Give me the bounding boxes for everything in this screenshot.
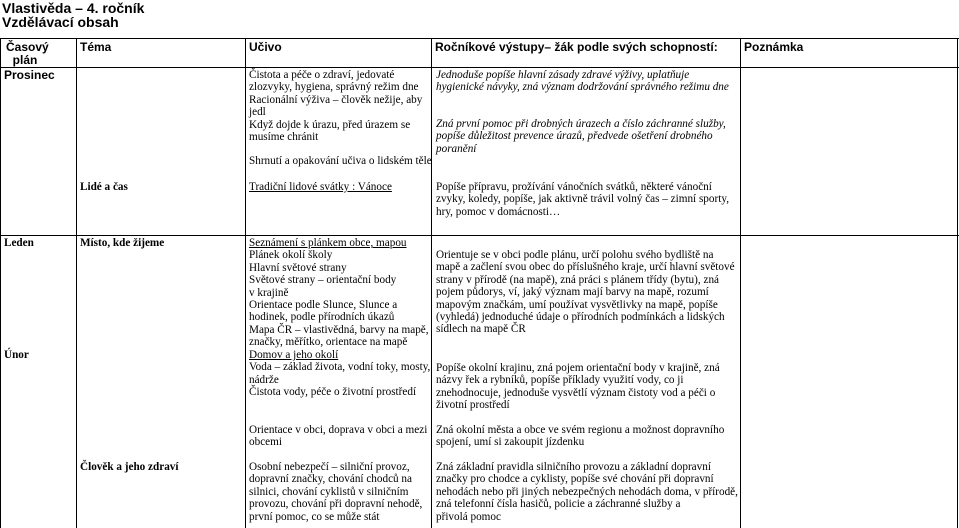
header-bottom-border <box>0 67 959 68</box>
ucivo-prosinec: Čistota a péče o zdraví, jedovaté zlozvyky, hygiena, správný režim dne Racionální výživa – člověk nežije, aby jedl Když dojde k úrazu, před úrazem se musíme chránit <box>249 69 423 144</box>
vystupy-vanoce: Popíše přípravu, prožívání vánočních svátků, některé vánoční zvyky, koledy, popíše, jak aktivně trávil volný čas – zimní sporty, hry, pomoc v domácnosti… <box>436 181 729 218</box>
ucivo-clovek: Osobní nebezpečí – silniční provoz, dopravní značky, chování chodců na silnici, chování cyklistů v silničním provozu, chování při dopravní nehodě, první pomoc, co se může stát <box>249 461 423 523</box>
document-subtitle: Vzdělávací obsah <box>2 14 119 30</box>
column-header-tema: Téma <box>80 40 112 54</box>
month-prosinec: Prosinec <box>4 68 55 82</box>
col-divider-plan <box>76 38 77 528</box>
tema-misto-kde-zijeme: Místo, kde žijeme <box>80 237 165 249</box>
table-left-border <box>0 38 1 528</box>
vystupy-unor-b: Zná okolní města a obce ve svém regionu a možnost dopravního spojení, umí si zakoupit jízdenku <box>436 424 725 449</box>
ucivo-unor: Domov a jeho okolí Voda – základ života, vodní toky, mosty, nádrže Čistota vody, péče o životní prostředí <box>249 349 431 399</box>
table-top-border <box>0 38 959 39</box>
table-right-border <box>957 38 958 528</box>
tema-clovek-a-jeho-zdravi: Člověk a jeho zdraví <box>80 461 179 473</box>
ucivo-unor-b: Orientace v obci, doprava v obci a mezi obcemi <box>249 424 428 449</box>
row-divider <box>0 235 959 236</box>
ucivo-summary: Shrnutí a opakování učiva o lidském těle <box>249 155 432 167</box>
vystupy-prosinec-a: Jednoduše popíše hlavní zásady zdravé výživy, uplatňuje hygienické návyky, zná význam dodržování správného režimu dne <box>436 69 729 94</box>
vystupy-leden: Orientuje se v obci podle plánu, určí polohu svého bydliště na mapě a začlení svou obec do příslušného kraje, určí hlavní světové strany v přírodě (na mapě), zná práci s plánem třídy (bytu), zná pojem půdorys, ví, jaký význam mají barvy na mapě, rozumí mapovým značkám, umí používat vysvětlivky na mapě, popíše (vyhledá) jednoduché údaje o přírodních podmínkách a lidských sídlech na mapě ČR <box>436 249 735 336</box>
column-header-poznamka: Poznámka <box>744 40 804 54</box>
ucivo-leden: Seznámení s plánkem obce, mapou Plánek okolí školy Hlavní světové strany Světové strany – orientační body v krajině Orientace podle Slunce, Slunce a hodinek, podle přírodních úkazů Mapa ČR – vlastivědná, barvy na mapě, značky, měřítko, orientace na mapě <box>249 237 429 349</box>
vystupy-unor: Popíše okolní krajinu, zná pojem orientační body v krajině, zná názvy řek a rybníků, popíše příklady využití vody, co ji znehodnocuje, jednoduše vysvětlí význam čistoty vod a péči o životní prostředí <box>436 362 720 412</box>
document-title: Vlastivěda – 4. ročník <box>2 0 145 16</box>
col-divider-ucivo <box>431 38 432 528</box>
vystupy-clovek: Zná základní pravidla silničního provozu a základní dopravní značky pro chodce a cyklisty, popíše své chování při dopravní nehodách nebo při jiných nebezpečných nehodách doma, v přírodě, zná telefonní čísla hasičů, policie a záchranné služby a přivolá pomoc <box>436 461 738 523</box>
column-header-ucivo: Učivo <box>249 40 282 54</box>
month-leden: Leden <box>4 237 34 249</box>
col-divider-vystupy <box>740 38 741 528</box>
vystupy-prosinec-b: Zná první pomoc při drobných úrazech a číslo záchranné služby, popíše důležitost prevence úrazů, předvede ošetření drobného poranění <box>436 118 726 155</box>
col-divider-tema <box>245 38 246 528</box>
month-unor: Únor <box>4 349 29 361</box>
ucivo-vanoce: Tradiční lidové svátky : Vánoce <box>249 181 392 193</box>
column-header-plan: Časový plán <box>6 40 49 67</box>
column-header-vystupy: Ročníkové výstupy– žák podle svých schopností: <box>435 40 718 54</box>
tema-lide-a-cas: Lidé a čas <box>80 181 128 193</box>
